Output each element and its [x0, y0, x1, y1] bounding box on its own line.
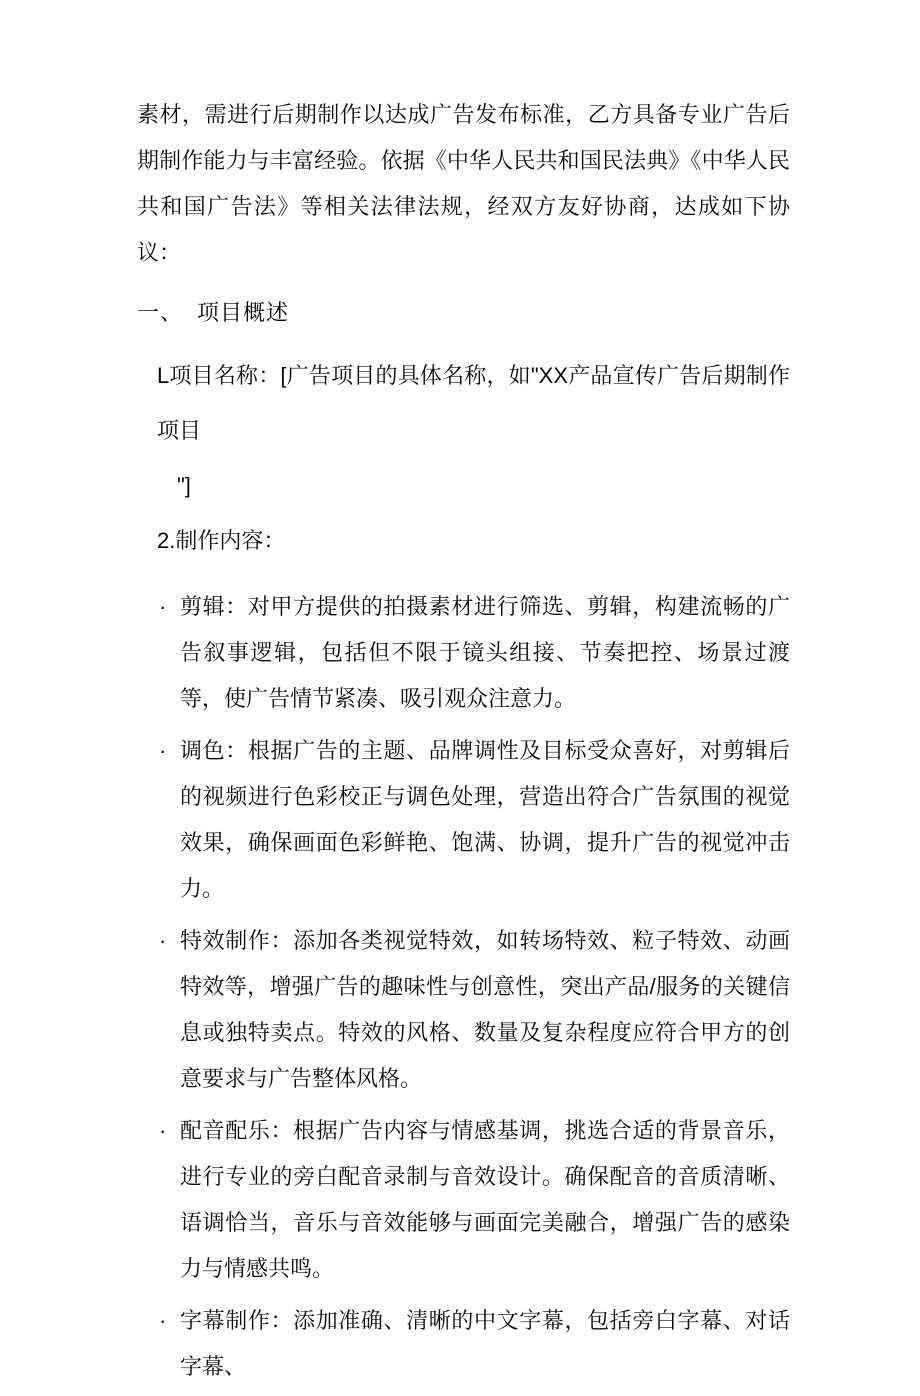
section-heading-text: 项目概述 [197, 300, 290, 325]
bullet-text: 调色：根据广告的主题、品牌调性及目标受众喜好，对剪辑后的视频进行色彩校正与调色处理，营造出符合广告氛围的视觉效果，确保画面色彩鲜艳、饱满、协调，提升广告的视觉冲击力。 [180, 738, 790, 901]
project-name-line: L项目名称：[广告项目的具体名称，如"XX产品宣传广告后期制作项目 [157, 363, 790, 443]
bullet-item-vfx [137, 918, 790, 1102]
bullet-dot-icon: · [159, 738, 167, 763]
document-content [137, 92, 790, 1396]
bullet-item-editing [137, 584, 790, 722]
bullet-item-color-grading [137, 728, 790, 912]
intro-paragraph: 素材，需进行后期制作以达成广告发布标准，乙方具备专业广告后期制作能力与丰富经验。依据《中华人民共和国民法典》《中华人民共和国广告法》等相关法律法规，经双方友好协商，达成如下协议： [137, 102, 790, 265]
section-heading [137, 290, 790, 336]
bullet-text: 配音配乐：根据广告内容与情感基调，挑选合适的背景音乐，进行专业的旁白配音录制与音效设计。确保配音的音质清晰、语调恰当，音乐与音效能够与画面完美融合，增强广告的感染力与情感共鸣。 [180, 1118, 790, 1281]
project-name-continuation: "] [177, 473, 191, 498]
project-name-item [137, 348, 790, 513]
production-bullet-list [137, 584, 790, 1390]
bullet-text: 特效制作：添加各类视觉特效，如转场特效、粒子特效、动画特效等，增强广告的趣味性与创意性，突出产品/服务的关键信息或独特卖点。特效的风格、数量及复杂程度应符合甲方的创意要求与广告整体风格。 [180, 928, 790, 1091]
bullet-item-audio [137, 1108, 790, 1292]
bullet-text: 字幕制作：添加准确、清晰的中文字幕，包括旁白字幕、对话字幕、 [180, 1308, 790, 1379]
section-heading-number: 一、 [137, 300, 184, 325]
bullet-dot-icon: · [159, 1308, 167, 1333]
bullet-dot-icon: · [159, 1118, 167, 1143]
bullet-dot-icon: · [159, 594, 167, 619]
production-content-label: 2.制作内容： [157, 528, 286, 553]
bullet-text: 剪辑：对甲方提供的拍摄素材进行筛选、剪辑，构建流畅的广告叙事逻辑，包括但不限于镜头组接、节奏把控、场景过渡等，使广告情节紧凑、吸引观众注意力。 [180, 594, 790, 711]
bullet-item-subtitles [137, 1298, 790, 1390]
bullet-dot-icon: · [159, 928, 167, 953]
